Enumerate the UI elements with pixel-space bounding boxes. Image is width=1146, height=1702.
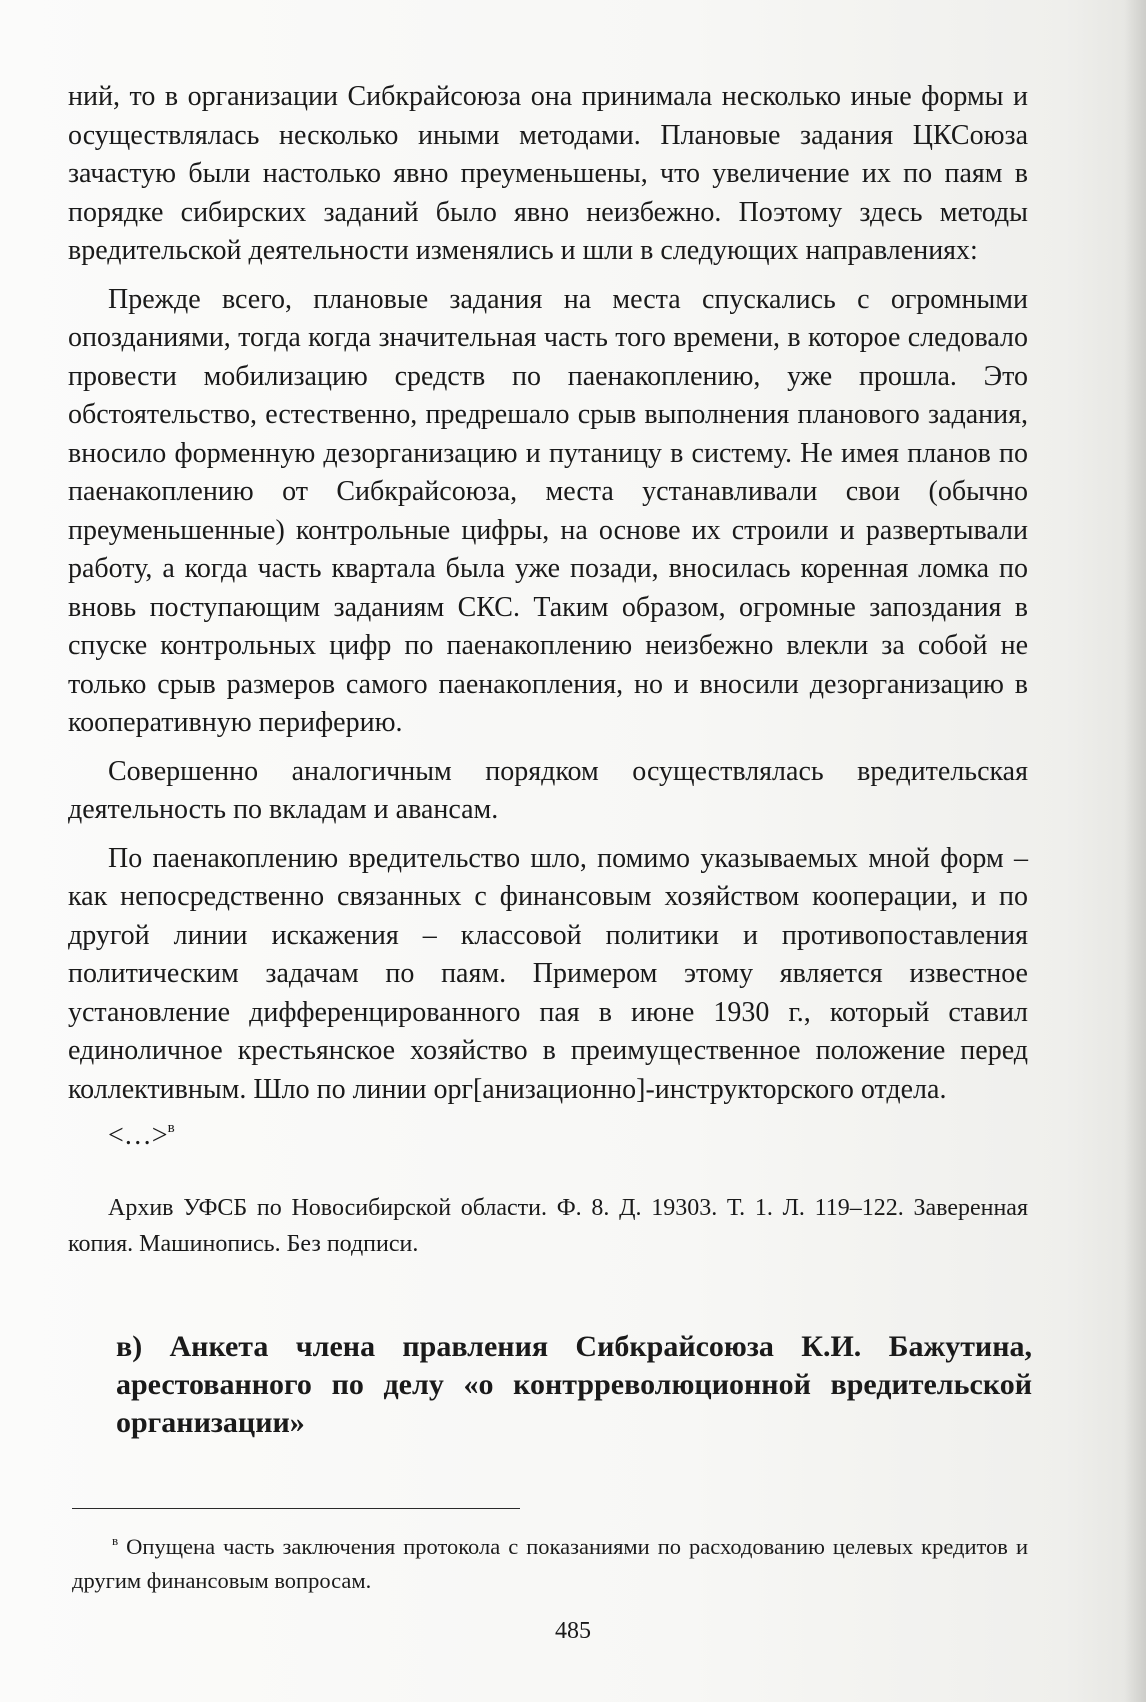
paragraph: Прежде всего, плановые задания на места спускались с огромными опозданиями, тогда когда значительная часть того времени, в которое следовало провести мобилизацию средств по паенакоплению, уже прошла. Это обстоятельство, естественно, предрешало срыв выполнения планового задания, вносило форменную дезорганизацию и путаницу в систему. Не имея планов по паенакоплению от Сибкрайсоюза, места устанавливали свои (обычно преуменьшенные) контрольные цифры, на основе их строили и развертывали работу, а когда часть квартала была уже позади, вносилась коренная ломка по вновь поступающим заданиям СКС. Таким образом, огромные запоздания в спуске контрольных цифр по паенакоплению неизбежно влекли за собой не только срыв размеров самого паенакопления, но и вносили дезорганизацию в кооперативную периферию. <box>68 283 1028 738</box>
omission-footnote-mark: в <box>167 1120 175 1136</box>
paragraph: По паенакоплению вредительство шло, помимо указываемых мной форм – как непосредственно связанных с финансовым хозяйством кооперации, и по другой линии искажения – классовой политики и противопоставления политическим задачам по паям. Примером этому является известное установление дифференцированного пая в июне 1930 г., который ставил единоличное крестьянское хозяйство в преимущественное положение перед коллективным. Шло по линии орг[анизационно]-инструкторского отдела. <box>68 842 1028 1105</box>
section-heading: в) Анкета члена правления Сибкрайсоюза К.И. Бажутина, арестованного по делу «о контрреволюционной вредительской организации» <box>116 1330 1032 1439</box>
page-number: 485 <box>555 1618 591 1644</box>
main-text <box>68 78 1028 1156</box>
footnote-divider <box>72 1508 520 1509</box>
omission-text: <…> <box>108 1120 168 1151</box>
page-edge-shadow <box>1124 0 1146 1702</box>
footnote-text: Опущена часть заключения протокола с показаниями по расходованию целевых кредитов и другим финансовым вопросам. <box>72 1534 1028 1593</box>
archive-citation: Архив УФСБ по Новосибирской области. Ф. 8. Д. 19303. Т. 1. Л. 119–122. Заверенная копия. Машинопись. Без подписи. <box>68 1195 1028 1257</box>
archive-source-note <box>68 1190 1028 1262</box>
footnote-mark: в <box>112 1533 119 1548</box>
paragraph-continuation: ний, то в организации Сибкрайсоюза она принимала несколько иные формы и осуществлялась несколько иными методами. Плановые задания ЦКСоюза зачастую были настолько явно преуменьшены, что увеличение их по паям в порядке сибирских заданий было явно неизбежно. Поэтому здесь методы вредительской деятельности изменялись и шли в следующих направлениях: <box>68 81 1028 266</box>
omission-marker <box>68 1109 1028 1156</box>
paragraph: Совершенно аналогичным порядком осуществлялась вредительская деятельность по вкладам и авансам. <box>68 755 1028 825</box>
footnote <box>72 1524 1028 1598</box>
